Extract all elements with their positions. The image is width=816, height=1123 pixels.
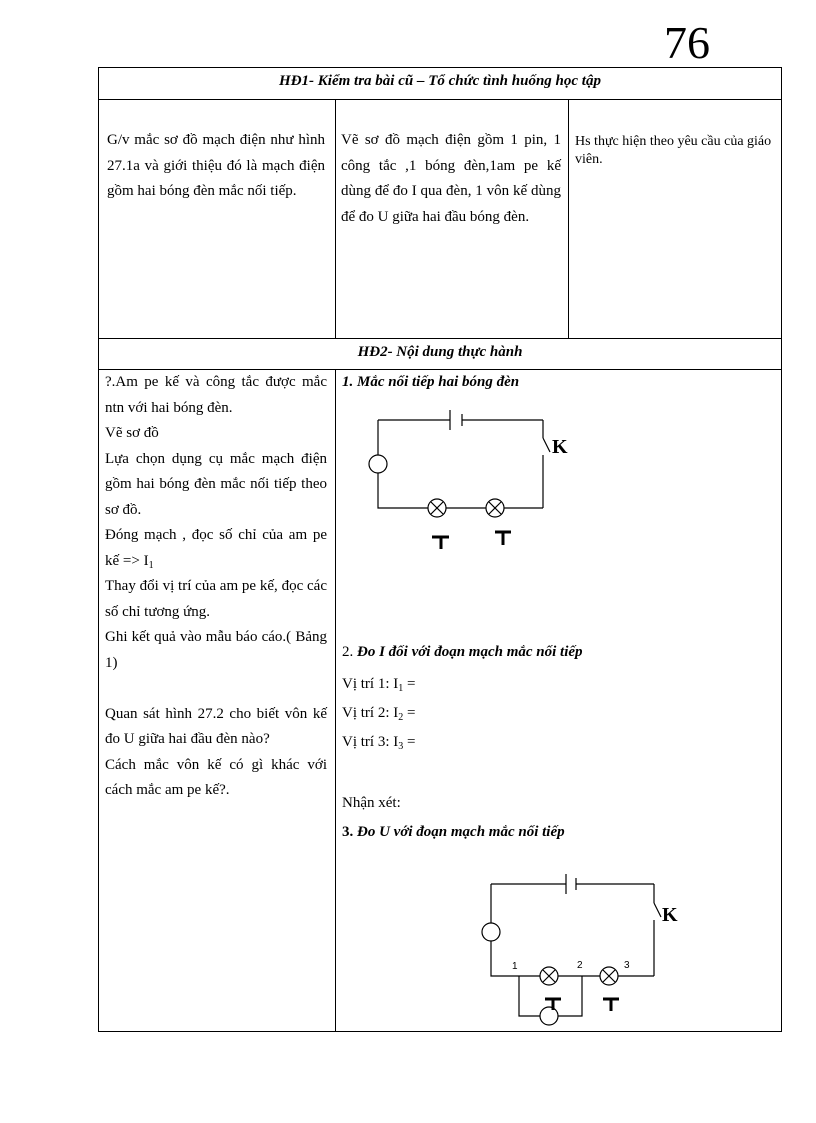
bulb-base-icon: [603, 999, 619, 1011]
section1-content: Vẽ sơ đồ mạch điện gồm 1 pin, 1 công tắc ,1 bóng đèn,1am pe kế dùng để đo I qua đèn, 1 vôn kế dùng để đo U giữa hai đầu bóng đèn.: [341, 132, 561, 225]
change-position: Thay đổi vị trí của am pe kế, đọc các số chỉ tương ứng.: [105, 578, 327, 620]
point-label: 1: [512, 961, 518, 972]
record-results: Ghi kết quả vào mẫu báo cáo.( Bảng 1): [105, 629, 327, 671]
remark-label: Nhận xét:: [342, 795, 401, 811]
voltmeter-difference: Cách mắc vôn kế có gì khác với cách mắc am pe kế?.: [105, 756, 327, 798]
wire: [519, 976, 582, 1016]
bulb-icon: [603, 970, 615, 982]
switch-label: K: [552, 436, 568, 458]
point-label: 2: [577, 960, 583, 971]
section1-student-activity: Hs thực hiện theo yêu cầu của giáo viên.: [575, 134, 772, 167]
bulb-base-icon: [545, 999, 561, 1010]
draw-diagram: Vẽ sơ đồ: [105, 425, 159, 441]
heading-series-bulbs: 1. Mắc nối tiếp hai bóng đèn: [342, 374, 520, 390]
question-ammeter: ?.Am pe kế và công tắc được mắc ntn với hai bóng đèn.: [105, 374, 327, 416]
section2-title: HĐ2- Nội dung thực hành: [357, 344, 523, 360]
voltmeter-icon: [540, 1007, 558, 1025]
switch-icon: [654, 903, 661, 917]
position-1: Vị trí 1: $I_1$ =: [342, 676, 416, 694]
switch-label: K: [662, 904, 678, 926]
heading-measure-current: 2. Đo I đối với đoạn mạch mắc nối tiếp: [342, 644, 583, 660]
section1-teacher-activity: G/v mắc sơ đồ mạch điện như hình 27.1a và giới thiệu đó là mạch điện gồm hai bóng đèn mắc nối tiếp.: [107, 132, 325, 199]
page-number: 76: [664, 17, 710, 68]
bulb-icon: [543, 970, 555, 982]
position-3: Vị trí 3: $I_3$ =: [342, 734, 416, 752]
section1-title: HĐ1- Kiểm tra bài cũ – Tổ chức tình huống học tập: [279, 73, 601, 89]
position-2: Vị trí 2: $I_2$ =: [342, 705, 416, 723]
close-circuit: Đóng mạch , đọc số chỉ của am pe kế => $I_1$: [105, 527, 327, 571]
point-label: 3: [624, 960, 630, 971]
observe-figure: Quan sát hình 27.2 cho biết vôn kế đo U giữa hai đầu đèn nào?: [105, 705, 327, 747]
choose-equipment: Lựa chọn dụng cụ mắc mạch điện gồm hai bóng đèn mắc nối tiếp theo sơ đồ.: [105, 450, 327, 518]
heading-measure-voltage: 3. Đo U với đoạn mạch mắc nối tiếp: [342, 824, 565, 840]
ammeter-icon: [482, 923, 500, 941]
